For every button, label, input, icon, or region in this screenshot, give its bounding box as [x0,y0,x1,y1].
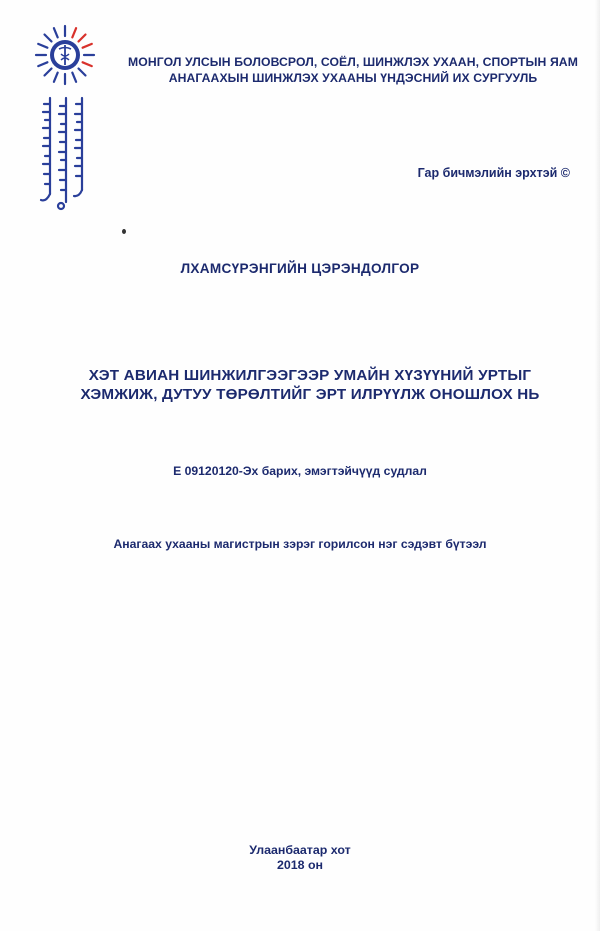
degree-statement: Анагаах ухааны магистрын зэрэг горилсон нэг сэдэвт бүтээл [113,537,487,551]
mongolian-script-icon [38,94,94,214]
specialty-code: Е 09120120-Эх барих, эмэгтэйчүүд судлал [173,464,427,478]
university-emblem-icon [34,24,96,86]
university-name: АНАГААХЫН ШИНЖЛЭХ УХААНЫ ҮНДЭСНИЙ ИХ СУРГУУЛЬ [168,71,538,85]
city: Улаанбаатар хот [249,843,351,857]
year: 2018 он [276,858,324,872]
university-logo [26,20,106,200]
thesis-title [40,366,580,404]
page-edge-shadow [595,0,600,931]
author-name: ЛХАМСҮРЭНГИЙН ЦЭРЭНДОЛГОР [180,261,420,276]
ministry-header [118,54,588,86]
thesis-title-line-1: ХЭТ АВИАН ШИНЖИЛГЭЭГЭЭР УМАЙН ХҮЗҮҮНИЙ УРТЫГ [88,367,532,384]
ministry-name: МОНГОЛ УЛСЫН БОЛОВСРОЛ, СОЁЛ, ШИНЖЛЭХ УХААН, СПОРТЫН ЯАМ [128,55,578,69]
copyright-notice: Гар бичмэлийн эрхтэй © [417,166,570,180]
thesis-title-line-2: ХЭМЖИЖ, ДУТУУ ТӨРӨЛТИЙГ ЭРТ ИЛРҮҮЛЖ ОНОШЛОХ НЬ [80,386,540,403]
scan-speck [122,229,126,234]
place-and-year [0,843,600,873]
